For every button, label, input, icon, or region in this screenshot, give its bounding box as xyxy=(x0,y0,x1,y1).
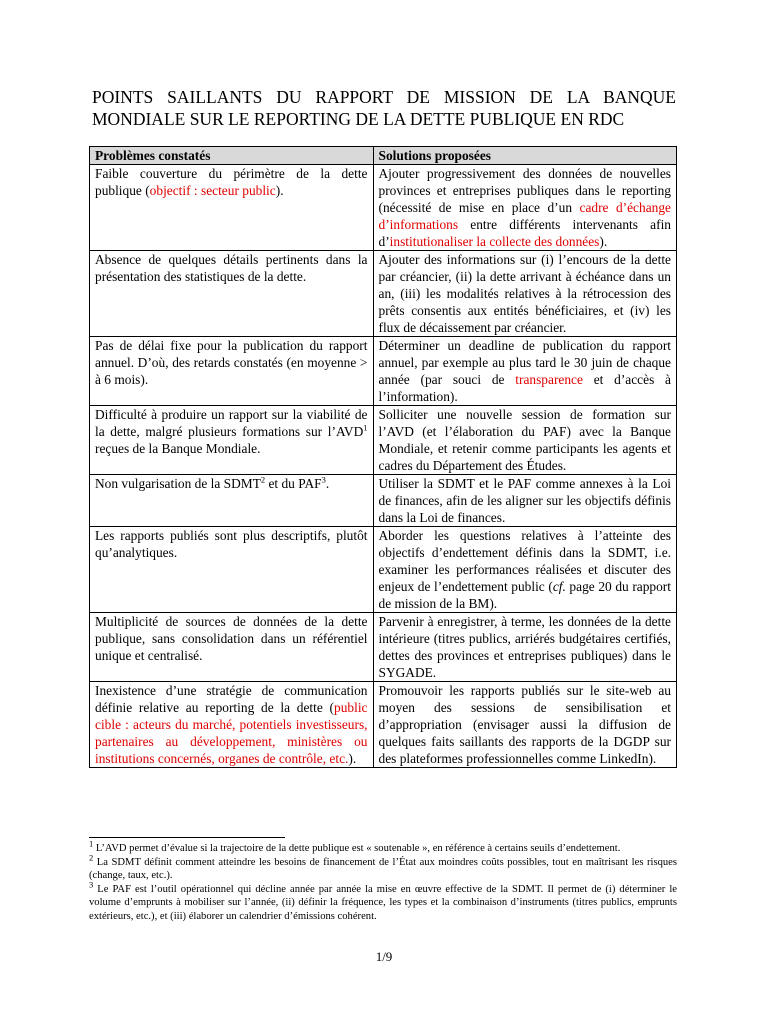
footnote-number: 1 xyxy=(89,838,94,849)
footnote xyxy=(89,838,677,856)
table-row xyxy=(90,613,677,682)
solution-cell xyxy=(373,613,677,682)
cell-text: Ajouter progressivement des données de nouvelles provinces et entreprises publiques dans le reporting (nécessité de mise en place d’un xyxy=(378,166,671,215)
table-row xyxy=(90,475,677,527)
cell-text: Multiplicité de sources de données de la dette publique, sans consolidation dans un référentiel unique et centralisé. xyxy=(95,614,368,663)
solution-cell xyxy=(373,406,677,475)
problem-cell xyxy=(90,475,374,527)
title-line-2: MONDIALE SUR LE REPORTING DE LA DETTE PUBLIQUE EN RDC xyxy=(92,109,625,129)
cell-text: Parvenir à enregistrer, à terme, les données de la dette intérieure (titres publics, arriérés budgétaires certifiés, dettes des provinces et entreprises publiques) dans le SYGADE. xyxy=(378,614,671,680)
cell-text: et du PAF xyxy=(265,476,322,491)
footnote-separator xyxy=(89,837,285,838)
cell-text: entre différents intervenants afin d’ xyxy=(378,217,671,249)
footnote-number: 2 xyxy=(89,852,94,863)
footnote-ref: 1 xyxy=(363,422,368,433)
table-row xyxy=(90,527,677,613)
cell-text: page 20 du rapport de mission de la BM). xyxy=(378,579,671,611)
cell-text: ). xyxy=(348,751,357,766)
table-row xyxy=(90,337,677,406)
footnote-number: 3 xyxy=(89,879,94,890)
cell-text: cadre d’échange d’informations xyxy=(378,200,671,232)
cell-text: Inexistence d’une stratégie de communication définie relative au reporting de la dette ( xyxy=(95,683,368,715)
cell-text: Absence de quelques détails pertinents dans la présentation des statistiques de la dette. xyxy=(95,252,368,284)
problem-cell xyxy=(90,613,374,682)
cell-text: Aborder les questions relatives à l’atteinte des objectifs d’endettement définis dans la SDMT, i.e. examiner les performances réalisées et discuter des enjeux de l’endettement public ( xyxy=(378,528,671,594)
problem-cell xyxy=(90,682,374,768)
table-row xyxy=(90,406,677,475)
problem-cell xyxy=(90,527,374,613)
cell-text: Déterminer un deadline de publication du rapport annuel, par exemple au plus tard le 30 juin de chaque année (par souci de xyxy=(378,338,671,387)
cell-text: Difficulté à produire un rapport sur la viabilité de la dette, malgré plusieurs formations sur l’AVD xyxy=(95,407,368,439)
cell-text: reçues de la Banque Mondiale. xyxy=(95,441,261,456)
cell-text: et d’accès à l’information). xyxy=(378,372,671,404)
footnote-ref: 2 xyxy=(260,474,266,485)
cell-text: Ajouter des informations sur (i) l’encours de la dette par créancier, (ii) la dette arrivant à échéance dans un an, (iii) les modalités relatives à la rétrocession des prêts consentis aux entités bénéficiaires, et (iv) les flux de décaissement par créancier. xyxy=(378,252,671,335)
cell-text: Utiliser la SDMT et le PAF comme annexes à la Loi de finances, afin de les aligner sur les objectifs définis dans la Loi de finances. xyxy=(378,476,671,525)
title-line-1: POINTS SAILLANTS DU RAPPORT DE MISSION DE LA BANQUE xyxy=(92,87,676,107)
problems-solutions-table xyxy=(89,146,677,768)
problem-cell xyxy=(90,165,374,251)
cell-text: Pas de délai fixe pour la publication du rapport annuel. D’où, des retards constatés (en moyenne > à 6 mois). xyxy=(95,338,368,387)
footnotes xyxy=(89,838,677,924)
table-row xyxy=(90,165,677,251)
cell-text: objectif : secteur public xyxy=(149,183,276,198)
cell-text: public cible : acteurs du marché, potentiels investisseurs, partenaires au développement, ministères ou institutions concernés, organes de contrôle, etc. xyxy=(95,700,368,766)
solution-cell xyxy=(373,337,677,406)
table-row xyxy=(90,682,677,768)
cell-text: Faible couverture du périmètre de la dette publique ( xyxy=(95,166,368,198)
document-title xyxy=(92,86,676,130)
solution-cell xyxy=(373,527,677,613)
table-row xyxy=(90,251,677,337)
cell-text: Non vulgarisation de la SDMT xyxy=(95,476,261,491)
footnote xyxy=(89,852,677,883)
solution-cell xyxy=(373,165,677,251)
cell-text: Solliciter une nouvelle session de formation sur l’AVD (et l’élaboration du PAF) avec la Banque Mondiale, et retenir comme participants les agents et cadres du Département des Études. xyxy=(378,407,671,473)
cell-text: Les rapports publiés sont plus descriptifs, plutôt qu’analytiques. xyxy=(95,528,368,560)
page-number: 1/9 xyxy=(375,949,393,964)
header-solutions: Solutions proposées xyxy=(373,147,677,165)
cell-text: institutionaliser la collecte des données xyxy=(389,234,600,249)
footnote xyxy=(89,879,677,924)
footnote-text: L’AVD permet d’évalue si la trajectoire de la dette publique est « soutenable », en référence à certains seuils d’endettement. xyxy=(93,843,621,854)
problem-cell xyxy=(90,251,374,337)
solution-cell xyxy=(373,475,677,527)
table-body xyxy=(90,165,677,768)
table-header-row xyxy=(90,147,677,165)
cell-text: ). xyxy=(275,183,284,198)
problem-cell xyxy=(90,406,374,475)
solution-cell xyxy=(373,251,677,337)
header-problems: Problèmes constatés xyxy=(90,147,374,165)
footnote-text: Le PAF est l’outil opérationnel qui décline année par année la mise en œuvre effective de la SDMT. Il permet de (i) déterminer le volume d’emprunts à mobiliser sur l’année, (ii) définir la fréquence, les types et la combinaison d’instruments (titres publics, emprunts extérieurs, etc.), et (iii) élaborer un calendrier d’émissions cohérent. xyxy=(89,883,677,922)
cell-text: Promouvoir les rapports publiés sur le site-web au moyen des sessions de sensibilisation et d’appropriation (envisager aussi la diffusion de quelques faits saillants des rapports de la DGDP sur des plateformes professionnelles comme LinkedIn). xyxy=(378,683,671,766)
cell-text: cf. xyxy=(552,579,566,594)
cell-text: . xyxy=(325,476,330,491)
cell-text: transparence xyxy=(515,372,583,387)
cell-text: ). xyxy=(599,234,608,249)
footnote-text: La SDMT définit comment atteindre les besoins de financement de l’État aux moindres coûts possibles, tout en maîtrisant les risques (change, taux, etc.). xyxy=(89,856,677,882)
solution-cell xyxy=(373,682,677,768)
problem-cell xyxy=(90,337,374,406)
footnote-ref: 3 xyxy=(321,474,326,485)
